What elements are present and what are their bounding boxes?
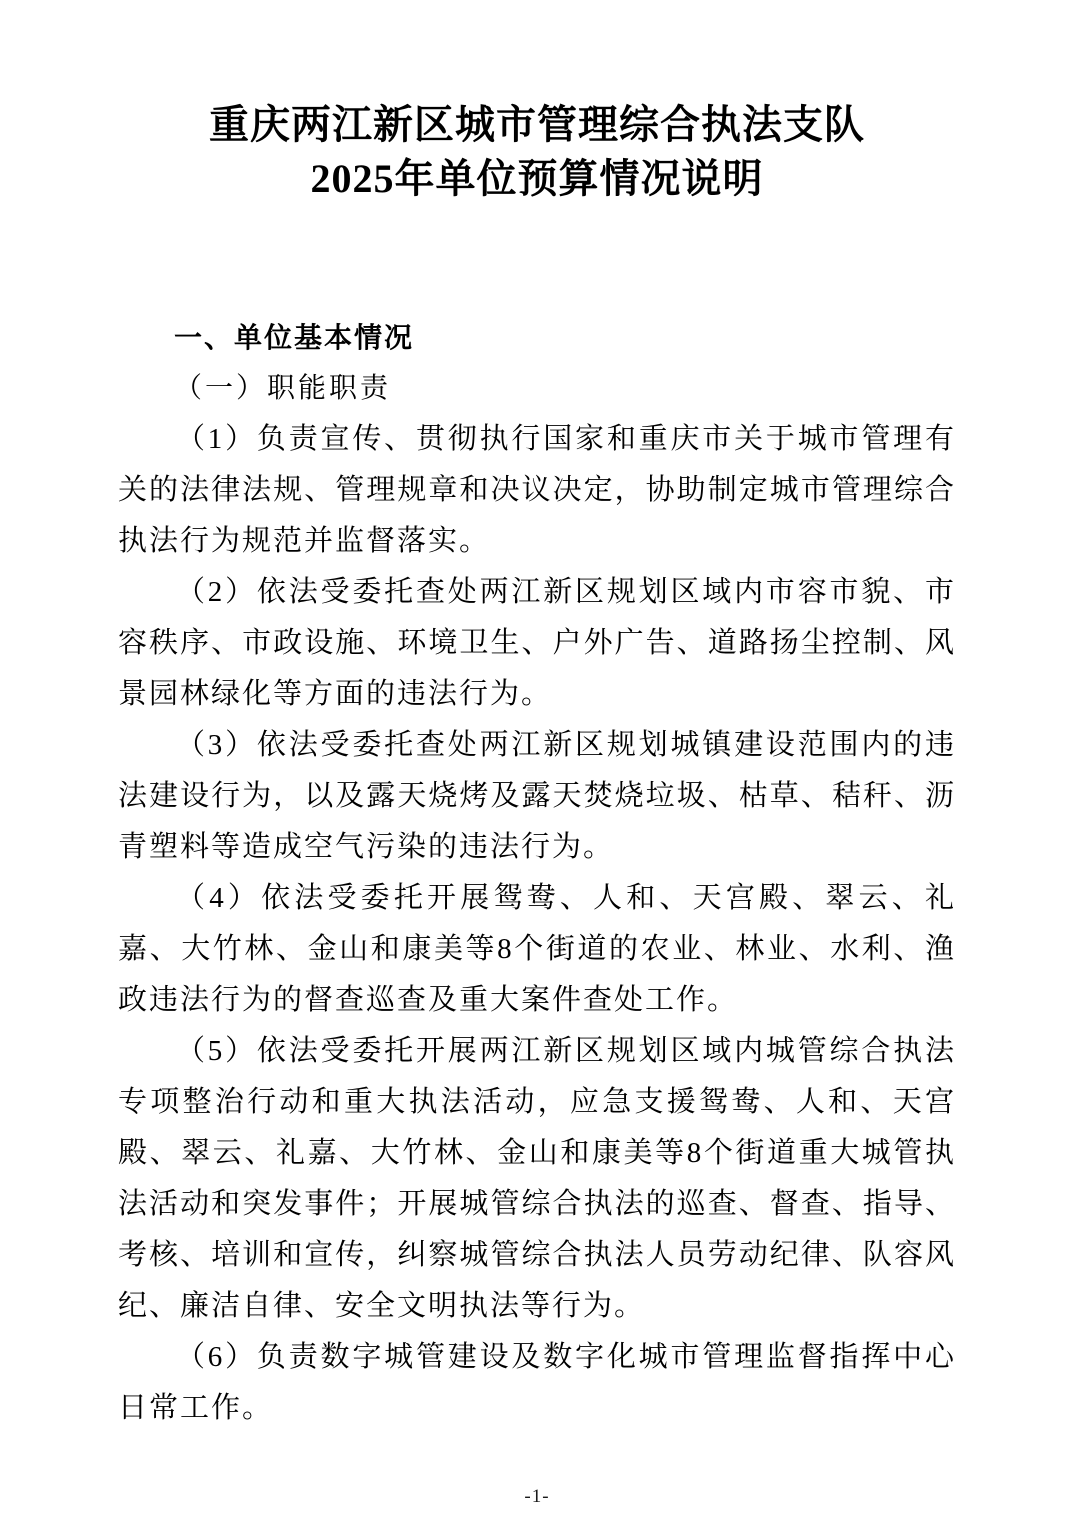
body-paragraph-4: （4）依法受委托开展鸳鸯、人和、天宫殿、翠云、礼嘉、大竹林、金山和康美等8个街道的农业、林业、水利、渔政违法行为的督查巡查及重大案件查处工作。: [118, 882, 956, 1016]
subsection-heading: （一）职能职责: [174, 373, 392, 404]
body-paragraph-2: （2）依法受委托查处两江新区规划区域内市容市貌、市容秩序、市政设施、环境卫生、户外广告、道路扬尘控制、风景园林绿化等方面的违法行为。: [118, 576, 956, 710]
body-paragraph-1: （1）负责宣传、贯彻执行国家和重庆市关于城市管理有关的法律法规、管理规章和决议决定，协助制定城市管理综合执法行为规范并监督落实。: [118, 423, 956, 557]
body-paragraph-6: （6）负责数字城管建设及数字化城市管理监督指挥中心日常工作。: [118, 1341, 956, 1424]
body-paragraph-3: （3）依法受委托查处两江新区规划城镇建设范围内的违法建设行为，以及露天烧烤及露天焚烧垃圾、枯草、秸秆、沥青塑料等造成空气污染的违法行为。: [118, 729, 956, 863]
document-body: [0, 312, 1074, 1434]
page-footer: [0, 1486, 1074, 1508]
document-title: [0, 0, 1074, 206]
body-paragraph-5: （5）依法受委托开展两江新区规划区域内城管综合执法专项整治行动和重大执法活动，应急支援鸳鸯、人和、天宫殿、翠云、礼嘉、大竹林、金山和康美等8个街道重大城管执法活动和突发事件；开展城管综合执法的巡查、督查、指导、考核、培训和宣传，纠察城管综合执法人员劳动纪律、队容风纪、廉洁自律、安全文明执法等行为。: [118, 1035, 956, 1322]
section-heading: 一、单位基本情况: [174, 322, 415, 353]
document-title-line-1: 重庆两江新区城市管理综合执法支队: [209, 102, 865, 147]
page-number: -1-: [524, 1486, 550, 1507]
document-title-line-2: 2025年单位预算情况说明: [310, 156, 764, 201]
